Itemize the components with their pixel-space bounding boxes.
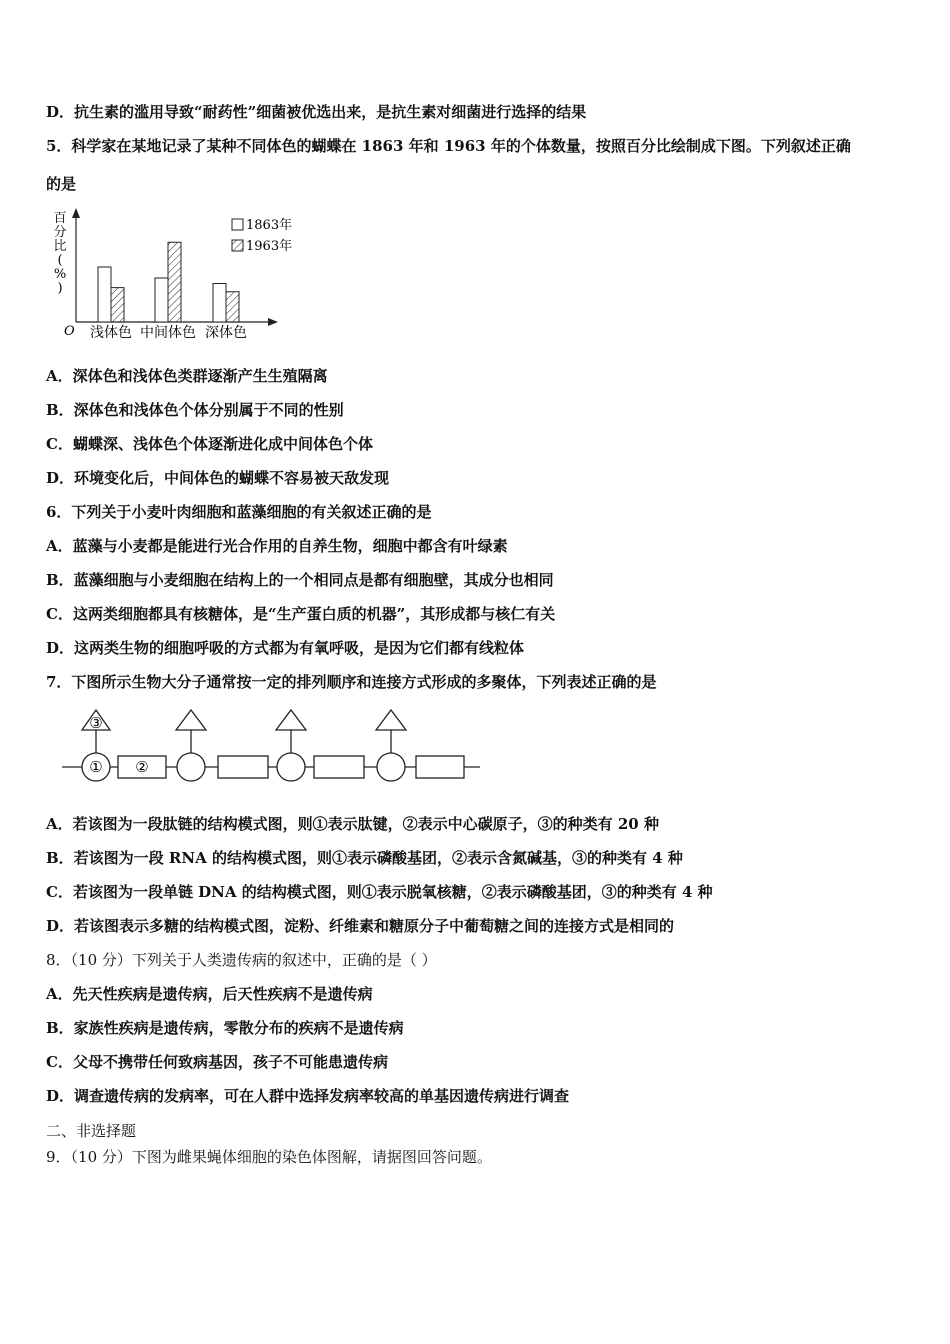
legend-swatch-1863	[232, 219, 243, 230]
chart-tick-labels	[90, 324, 247, 341]
y-axis-label-text: 百分比( % )	[53, 211, 67, 296]
q8-option-c: C．父母不携带任何致病基因，孩子不可能患遗传病	[46, 1053, 388, 1071]
x-tick-label: 中间体色	[140, 325, 196, 341]
section-heading-non-choice: 二、非选择题	[46, 1122, 137, 1140]
chart-legend	[232, 217, 292, 254]
q8-option-a: A．先天性疾病是遗传病，后天性疾病不是遗传病	[46, 985, 373, 1003]
q7-option-a: A．若该图为一段肽链的结构模式图，则①表示肽键，②表示中心碳原子，③的种类有 20 种	[46, 815, 659, 833]
q8-option-d: D．调查遗传病的发病率，可在人群中选择发病率较高的单基因遗传病进行调查	[46, 1087, 570, 1105]
triangle-unit-3	[276, 710, 306, 730]
q6-option-d: D．这两类生物的细胞呼吸的方式都为有氧呼吸，是因为它们都有线粒体	[46, 639, 525, 657]
x-axis-arrow	[268, 318, 278, 326]
polymer-chain-diagram	[60, 704, 485, 788]
bar-深体色-1863年	[213, 284, 226, 323]
label-two: ②	[135, 758, 149, 776]
q6-option-b: B．蓝藻细胞与小麦细胞在结构上的一个相同点是都有细胞壁，其成分也相同	[46, 571, 554, 589]
y-axis-arrow	[72, 208, 80, 218]
bar-深体色-1963年	[226, 292, 239, 322]
chart-bars	[98, 242, 239, 322]
q9-stem: 9．（10 分）下图为雌果蝇体细胞的染色体图解，请据图回答问题。	[46, 1148, 492, 1166]
q5-option-b: B．深体色和浅体色个体分别属于不同的性别	[46, 401, 344, 419]
q5-stem-continued: 的是	[46, 175, 77, 193]
q5-option-c: C．蝴蝶深、浅体色个体逐渐进化成中间体色个体	[46, 435, 373, 453]
bar-中间体色-1963年	[168, 242, 181, 322]
q6-stem: 6．下列关于小麦叶肉细胞和蓝藻细胞的有关叙述正确的是	[46, 503, 432, 521]
x-tick-label: 浅体色	[90, 325, 132, 341]
q5-option-d: D．环境变化后，中间体色的蝴蝶不容易被天敌发现	[46, 469, 390, 487]
legend-label-1963: 1963年	[246, 239, 293, 254]
rect-unit-3	[314, 756, 364, 778]
circle-unit-4	[377, 753, 405, 781]
legend-label-1863: 1863年	[246, 218, 293, 233]
circle-unit-3	[277, 753, 305, 781]
x-tick-label: 深体色	[205, 325, 247, 341]
q6-option-c: C．这两类细胞都具有核糖体，是“生产蛋白质的机器”，其形成都与核仁有关	[46, 605, 556, 623]
rect-unit-2	[218, 756, 268, 778]
q4-option-d: D．抗生素的滥用导致“耐药性”细菌被优选出来，是抗生素对细菌进行选择的结果	[46, 103, 587, 121]
triangle-unit-2	[176, 710, 206, 730]
triangle-unit-4	[376, 710, 406, 730]
q5-stem	[46, 136, 851, 156]
bar-浅体色-1963年	[111, 288, 124, 322]
label-three: ③	[89, 714, 103, 732]
origin-label: O	[64, 324, 75, 339]
q5-option-a: A．深体色和浅体色类群逐渐产生生殖隔离	[46, 367, 328, 385]
legend-swatch-1963	[232, 240, 243, 251]
butterfly-color-bar-chart	[46, 204, 326, 344]
rect-unit-4	[416, 756, 464, 778]
q5-stem-text: 5．科学家在某地记录了某种不同体色的蝴蝶在 1863 年和 1963 年的个体数量，按照百分比绘制成下图。下列叙述正确	[46, 137, 851, 155]
q7-stem: 7．下图所示生物大分子通常按一定的排列顺序和连接方式形成的多聚体，下列表述正确的是	[46, 673, 657, 691]
q7-option-c: C．若该图为一段单链 DNA 的结构模式图，则①表示脱氧核糖，②表示磷酸基团，③的种类有 4 种	[46, 883, 713, 901]
q6-option-a: A．蓝藻与小麦都是能进行光合作用的自养生物，细胞中都含有叶绿素	[46, 537, 508, 555]
q7-option-b: B．若该图为一段 RNA 的结构模式图，则①表示磷酸基团，②表示含氮碱基，③的种类有 4 种	[46, 849, 683, 867]
y-axis-label	[53, 211, 66, 296]
q7-option-d: D．若该图表示多糖的结构模式图，淀粉、纤维素和糖原分子中葡萄糖之间的连接方式是相同的	[46, 917, 675, 935]
bar-浅体色-1863年	[98, 267, 111, 322]
label-one: ①	[89, 758, 103, 776]
bar-中间体色-1863年	[155, 278, 168, 322]
circle-unit-2	[177, 753, 205, 781]
q8-stem: 8．（10 分）下列关于人类遗传病的叙述中，正确的是（ ）	[46, 951, 437, 969]
q8-option-b: B．家族性疾病是遗传病，零散分布的疾病不是遗传病	[46, 1019, 404, 1037]
